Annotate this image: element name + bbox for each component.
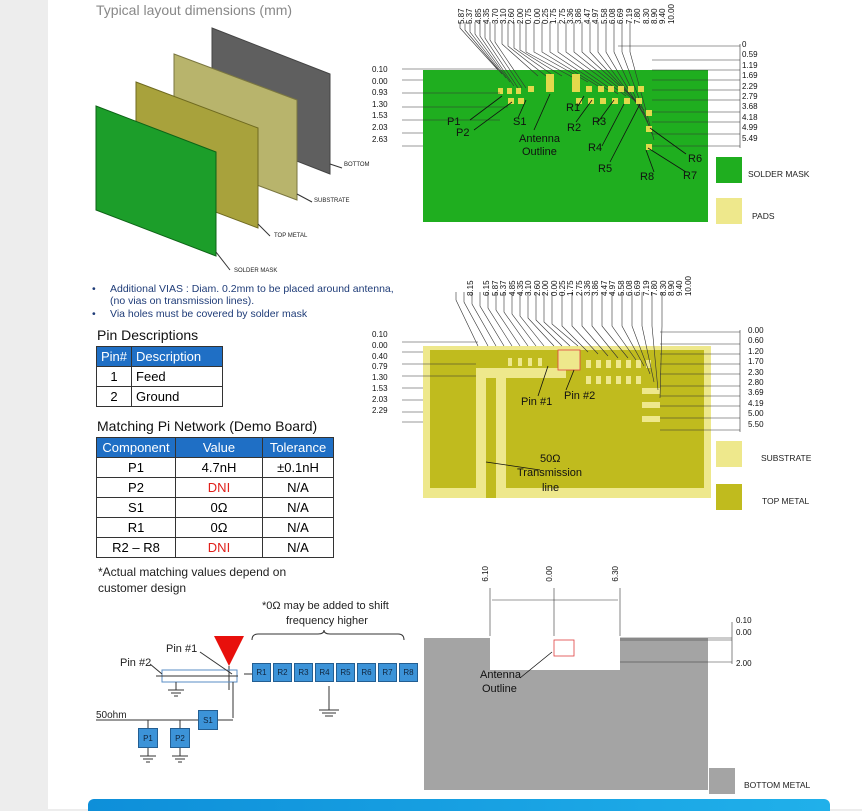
matching-table: [96, 437, 334, 558]
col-component: Component: [97, 438, 176, 458]
matching-note-2: customer design: [98, 581, 187, 595]
component-p2: P2: [170, 728, 190, 748]
antenna-outline-box: [554, 640, 574, 656]
d3-label-antenna: Antenna: [480, 669, 521, 681]
matching-note-1: *Actual matching values depend on: [98, 565, 287, 579]
d1-label-r1: R1: [566, 102, 581, 114]
resistor-r1: R1: [252, 663, 271, 682]
d2-left-dims: 0.10 0.00 0.40 0.79 1.30 1.53 2.03 2.29: [372, 330, 388, 415]
d3-right-dim-1: 0.10: [736, 616, 752, 625]
antenna-symbol: [214, 636, 244, 666]
table-row: P2 DNI N/A: [97, 478, 334, 498]
label-substrate: SUBSTRATE: [314, 198, 350, 204]
schematic-note-1: *0Ω may be added to shift: [262, 600, 389, 612]
matching-schematic: [92, 630, 422, 780]
resistor-bank: [252, 663, 418, 682]
note-bullet-1: •: [92, 283, 96, 295]
d3-dim-center: 0.00: [545, 566, 554, 582]
d1-label-p2: P2: [456, 127, 470, 139]
d1-label-r7: R7: [683, 170, 698, 182]
component-p1: P1: [138, 728, 158, 748]
note-line-1: Additional VIAS : Diam. 0.2mm to be placed around antenna,: [110, 283, 394, 295]
d1-label-r4: R4: [588, 142, 603, 154]
pin-description-table: [96, 346, 223, 407]
d2-label-transmission: Transmission: [517, 467, 582, 479]
legend-bottom-metal-swatch: [709, 768, 735, 794]
d2-right-dims: 0.00 0.60 1.20 1.70 2.30 2.80 3.69 4.19 5.00 5.50: [748, 326, 764, 429]
d1-top-dims: 5.87 5.37 4.85 4.35 3.70 3.10 2.60 2.00 0.75 0.00 0.25 1.75 2.75 3.36 3.86 4.47 4.97 5.58 6.08 6.69 7.19 7.80 8.30 8.90 9.40 10.00: [457, 4, 676, 25]
component-s1: S1: [198, 710, 218, 730]
pin-descriptions-title: Pin Descriptions: [97, 327, 199, 343]
d1-label-r6: R6: [688, 153, 703, 165]
resistor-r8: R8: [399, 663, 418, 682]
schematic-line-label: 50ohm: [96, 710, 127, 721]
label-top-metal: TOP METAL: [274, 233, 308, 239]
table-row: S1 0Ω N/A: [97, 498, 334, 518]
d2-top-dims: 8.15 6.15 5.87 5.37 4.85 4.35 3.10 2.60 2.00 0.00 0.25 1.75 2.75 3.36 3.86 4.47 4.97 5.58 6.08 6.69 7.19 7.80 8.30 8.90 9.40 10.00: [466, 276, 693, 297]
schematic-pin1-label: Pin #1: [166, 643, 198, 655]
legend-solder-mask-label: SOLDER MASK: [748, 169, 810, 179]
col-description: Description: [132, 347, 223, 367]
d3-dim-right: 6.30: [611, 566, 620, 582]
d1-label-r3: R3: [592, 116, 607, 128]
resistor-r7: R7: [378, 663, 397, 682]
d2-label-50ohm: 50Ω: [540, 453, 561, 465]
legend-pads-swatch: [716, 198, 742, 224]
d1-right-dims: 0 0.59 1.19 1.69 2.29 2.79 3.68 4.18 4.99 5.49: [742, 40, 758, 143]
d3-dim-left: 6.10: [481, 566, 490, 582]
d3-right-dim-3: 2.00: [736, 659, 752, 668]
d2-label-pin2: Pin #2: [564, 390, 596, 402]
footer-bar: [88, 799, 830, 811]
table-row: P1 4.7nH ±0.1nH: [97, 458, 334, 478]
schematic-note-2: frequency higher: [286, 615, 368, 627]
legend-substrate-label: SUBSTRATE: [761, 453, 812, 463]
legend-solder-mask-swatch: [716, 157, 742, 183]
note-bullet-2: •: [92, 308, 96, 320]
col-pin: Pin#: [97, 347, 132, 367]
schematic-pin2-label: Pin #2: [120, 657, 152, 669]
exploded-layer-view: [92, 24, 382, 280]
table-row: R2 – R8 DNI N/A: [97, 538, 334, 558]
col-tolerance: Tolerance: [263, 438, 334, 458]
resistor-r2: R2: [273, 663, 292, 682]
bottom-metal-diagram: [420, 580, 740, 795]
legend-top-metal-label: TOP METAL: [762, 496, 810, 506]
d1-label-r2: R2: [567, 122, 582, 134]
d1-label-r5: R5: [598, 163, 613, 175]
legend-top-metal-swatch: [716, 484, 742, 510]
d1-label-s1: S1: [513, 116, 527, 128]
solder-mask-diagram: [378, 0, 778, 230]
table-row: 2 Ground: [97, 387, 223, 407]
note-line-2: (no vias on transmission lines).: [110, 295, 255, 307]
d3-label-outline: Outline: [482, 683, 517, 695]
col-value: Value: [176, 438, 263, 458]
d1-label-r8: R8: [640, 171, 655, 183]
d1-left-dims: 0.10 0.00 0.93 1.30 1.53 2.03 2.63: [372, 65, 388, 144]
note-line-3: Via holes must be covered by solder mask: [110, 308, 308, 320]
label-solder-mask: SOLDER MASK: [234, 268, 278, 274]
table-row: R1 0Ω N/A: [97, 518, 334, 538]
legend-substrate-swatch: [716, 441, 742, 467]
d1-label-outline: Outline: [522, 146, 557, 158]
matching-title: Matching Pi Network (Demo Board): [97, 418, 318, 434]
d1-label-antenna: Antenna: [519, 133, 560, 145]
bottom-metal-plane: [424, 638, 708, 790]
resistor-r3: R3: [294, 663, 313, 682]
resistor-r5: R5: [336, 663, 355, 682]
d1-label-p1: P1: [447, 116, 461, 128]
page-title: Typical layout dimensions (mm): [96, 2, 293, 18]
resistor-r6: R6: [357, 663, 376, 682]
resistor-r4: R4: [315, 663, 334, 682]
legend-pads-label: PADS: [752, 211, 775, 221]
d2-label-pin1: Pin #1: [521, 396, 553, 408]
label-bottom: BOTTOM: [344, 162, 370, 168]
d3-right-dim-2: 0.00: [736, 628, 752, 637]
table-row: 1 Feed: [97, 367, 223, 387]
legend-bottom-metal-label: BOTTOM METAL: [744, 780, 811, 790]
d2-label-line: line: [542, 482, 560, 494]
